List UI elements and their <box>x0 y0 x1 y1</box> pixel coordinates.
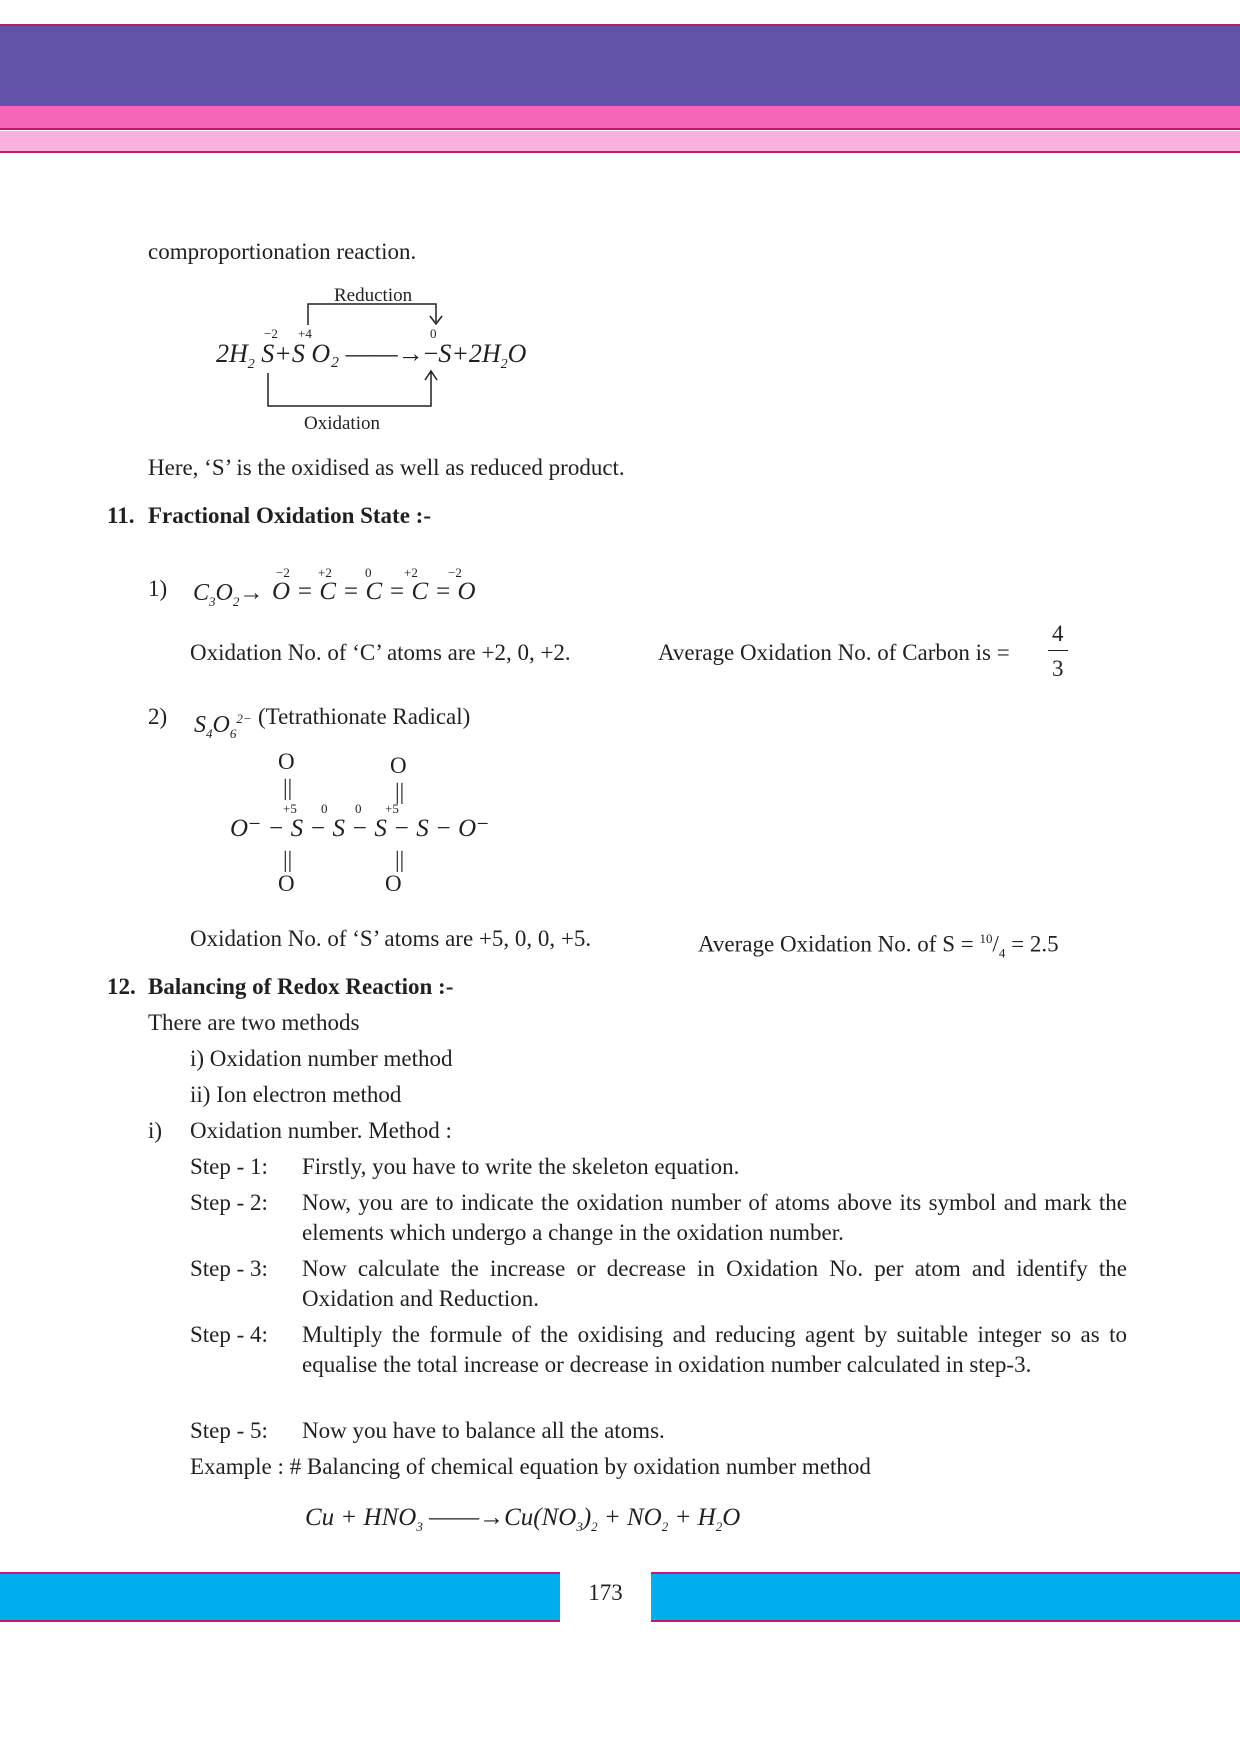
section-12-number: 12. <box>107 974 136 999</box>
ox-number: +5 <box>385 801 399 816</box>
ox-number: −2 <box>264 326 278 341</box>
method-1-title: Oxidation number. Method : <box>190 1118 452 1143</box>
step-label: Step - 1: <box>190 1154 268 1179</box>
reduction-label: Reduction <box>334 285 413 306</box>
ox-number: +4 <box>298 326 312 341</box>
oxygen-atom: O <box>278 871 295 896</box>
step-label: Step - 5: <box>190 1418 268 1443</box>
ox-number: 0 <box>355 801 362 816</box>
item-1-note: Oxidation No. of ‘C’ atoms are +2, 0, +2. <box>190 640 571 665</box>
footer-band-left <box>0 1572 560 1622</box>
double-bond: || <box>395 847 405 872</box>
item-2-number: 2) <box>148 704 168 729</box>
item-1-number: 1) <box>148 576 168 601</box>
item-2-note: Oxidation No. of ‘S’ atoms are +5, 0, 0, +5. <box>190 926 592 951</box>
ox-number: +5 <box>283 801 297 816</box>
page-number: 173 <box>588 1580 623 1605</box>
methods-intro: There are two methods <box>148 1010 360 1035</box>
fraction-bar <box>1048 650 1068 651</box>
section-11-title: Fractional Oxidation State :- <box>148 503 431 528</box>
method-1-number: i) <box>148 1118 163 1143</box>
section-12-title: Balancing of Redox Reaction :- <box>148 974 454 999</box>
step-text: Firstly, you have to write the skeleton equation. <box>302 1154 740 1179</box>
double-bond: || <box>283 847 293 872</box>
example-line: Example : # Balancing of chemical equation by oxidation number method <box>190 1454 871 1479</box>
ox-number: +2 <box>318 565 332 580</box>
step-label: Step - 3: <box>190 1256 268 1281</box>
section-11-number: 11. <box>107 503 135 528</box>
ox-number: 0 <box>430 326 437 341</box>
ox-number: 0 <box>321 801 328 816</box>
oxidation-label: Oxidation <box>304 413 380 434</box>
comproportionation-equation: $2H_2$ S+S O₂ $——\to-S+2H_2O$ <box>216 339 527 373</box>
step-label: Step - 4: <box>190 1322 268 1347</box>
step-label: Step - 2: <box>190 1190 268 1215</box>
oxygen-atom: O <box>390 753 407 778</box>
method-item: ii) Ion electron method <box>190 1082 402 1107</box>
ox-number: 0 <box>365 565 372 580</box>
step-text: Multiply the formule of the oxidising and reducing agent by suitable integer so as to equalise the total increase or decrease in oxidation number calculated in step-3. <box>302 1322 1127 1377</box>
method-item: i) Oxidation number method <box>190 1046 453 1071</box>
step-text: Now, you are to indicate the oxidation number of atoms above its symbol and mark the elements which undergo a change in the oxidation number. <box>302 1190 1127 1245</box>
footer-band-right <box>651 1572 1240 1622</box>
oxygen-atom: O <box>278 749 295 774</box>
fraction-denominator: 3 <box>1052 656 1064 681</box>
fraction-numerator: 4 <box>1052 621 1064 646</box>
ox-number: −2 <box>448 565 462 580</box>
intro-line: comproportionation reaction. <box>148 239 417 264</box>
conclusion-line: Here, ‘S’ is the oxidised as well as reduced product. <box>148 455 625 480</box>
step-text: Now you have to balance all the atoms. <box>302 1418 665 1443</box>
oxygen-atom: O <box>385 871 402 896</box>
reaction-arrows <box>0 0 1240 440</box>
item-2-average: Average Oxidation No. of $S = ^{10}/_4 = 2.5$ <box>698 931 1059 961</box>
step-text: Now calculate the increase or decrease in Oxidation No. per atom and identify the Oxidation and Reduction. <box>302 1256 1127 1311</box>
item-2-formula: $S_4O_6^{2-}$ <box>194 711 252 741</box>
item-1-average: Average Oxidation No. of Carbon is = <box>658 640 1010 665</box>
item-1-chain: O = C = C = C = O <box>272 578 476 605</box>
double-bond: || <box>283 775 293 800</box>
structure-chain: O⁻ − S − S − S − S − O⁻ <box>230 815 490 842</box>
item-1-formula: $C_3O_2\to$ <box>193 580 264 609</box>
ox-number: +2 <box>404 565 418 580</box>
ox-number: −2 <box>276 565 290 580</box>
double-bond: || <box>395 779 405 804</box>
item-2-name: (Tetrathionate Radical) <box>258 704 471 729</box>
example-equation: $Cu + HNO_3$ $——\to Cu(NO_3)_2 + NO_2 + H_2O$ <box>305 1504 741 1534</box>
